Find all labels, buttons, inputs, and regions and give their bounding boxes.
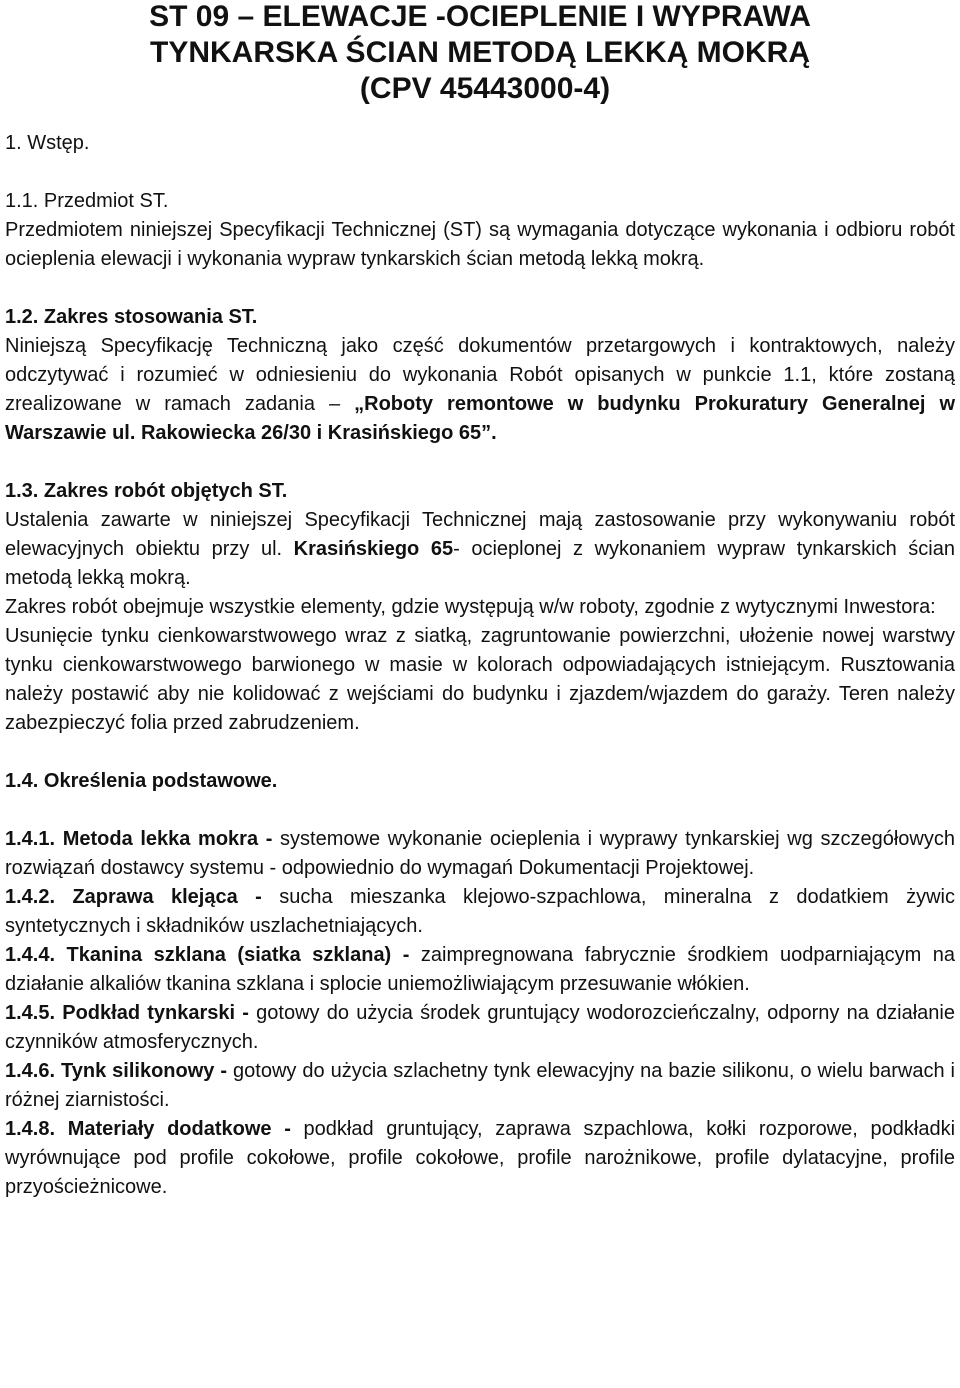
task-name: „Roboty remontowe w budynku Prokuratury Generalnej w Warszawie ul. Rakowiecka 26/30 i Krasińskiego 65”. <box>5 393 955 444</box>
document-title <box>5 0 955 107</box>
section-1-3-text <box>5 506 955 593</box>
definition-text: podkład gruntujący, zaprawa szpachlowa, kołki rozporowe, podkładki wyrównujące pod profile cokołowe, profile cokołowe, profile narożnikowe, profile dylatacyjne, profile przyościeżnicowe. <box>5 1118 956 1198</box>
section-1-3-works: Usunięcie tynku cienkowarstwowego wraz z siatką, zagruntowanie powierzchni, ułożenie nowej warstwy tynku cienkowarstwowego barwionego w masie w kolorach odpowiadających istniejącym. Rusztowania należy postawić aby nie kolidować z wejściami do budynku i zjazdem/wjazdem do garaży. Teren należy zabezpieczyć folia przed zabrudzeniem. <box>5 625 955 734</box>
definition-item <box>5 941 955 999</box>
section-1-2-text-a: Niniejszą Specyfikację Techniczną jako część dokumentów przetargowych i kontraktowych, należy odczytywać i rozumieć w odniesieniu do wykonania Robót opisanych w punkcie 1.1, które zostaną zrealizowane w ramach zadania – <box>5 335 955 415</box>
definition-text: systemowe wykonanie ocieplenia i wyprawy tynkarskiej wg szczegółowych rozwiązań dostawcy systemu - odpowiednio do wymagań Dokumentacji Projektowej. <box>5 828 955 879</box>
definition-term: 1.4.4. Tkanina szklana (siatka szklana) - <box>5 944 410 966</box>
section-1-1-heading: 1.1. Przedmiot ST. <box>5 190 169 212</box>
section-1-2-text <box>5 332 955 448</box>
title-line-1: ST 09 – ELEWACJE -OCIEPLENIE I WYPRAWA <box>149 0 811 33</box>
definition-item <box>5 999 955 1057</box>
title-line-2: TYNKARSKA ŚCIAN METODĄ LEKKĄ MOKRĄ <box>150 36 810 69</box>
document-page <box>5 0 955 1202</box>
definition-term: 1.4.1. Metoda lekka mokra - <box>5 828 273 850</box>
section-1-3-text-b: - ocieplonej z wykonaniem wypraw tynkarskich ścian metodą lekką mokrą. <box>5 538 955 589</box>
definition-term: 1.4.8. Materiały dodatkowe - <box>5 1118 291 1140</box>
definition-term: 1.4.6. Tynk silikonowy - <box>5 1060 228 1082</box>
definition-text: gotowy do użycia szlachetny tynk elewacyjny na bazie silikonu, o wielu barwach i różnej ziarnistości. <box>5 1060 955 1111</box>
section-1-3-text-a: Ustalenia zawarte w niniejszej Specyfikacji Technicznej mają zastosowanie przy wykonywaniu robót elewacyjnych obiektu przy ul. <box>5 509 955 560</box>
definition-term: 1.4.5. Podkład tynkarski - <box>5 1002 249 1024</box>
section-1-3-scope: Zakres robót obejmuje wszystkie elementy, gdzie występują w/w roboty, zgodnie z wytycznymi Inwestora: <box>5 596 936 618</box>
definitions-list <box>5 825 955 1202</box>
title-line-3: (CPV 45443000-4) <box>359 72 611 105</box>
definition-item <box>5 1057 955 1115</box>
definition-text: gotowy do użycia środek gruntujący wodorozcieńczalny, odporny na działanie czynników atmosferycznych. <box>5 1002 955 1053</box>
definition-item <box>5 883 955 941</box>
street-name: Krasińskiego 65 <box>293 538 454 560</box>
section-1-3-heading: 1.3. Zakres robót objętych ST. <box>5 480 288 502</box>
section-1-1-text: Przedmiotem niniejszej Specyfikacji Technicznej (ST) są wymagania dotyczące wykonania i odbioru robót ocieplenia elewacji i wykonania wypraw tynkarskich ścian metodą lekką mokrą. <box>5 219 955 270</box>
definition-item <box>5 825 955 883</box>
definition-item <box>5 1115 955 1202</box>
definition-text: zaimpregnowana fabrycznie środkiem uodparniającym na działanie alkaliów tkanina szklana i splocie uniemożliwiającym przesuwanie włókien. <box>5 944 955 995</box>
definition-term: 1.4.2. Zaprawa klejąca - <box>5 886 262 908</box>
section-1-heading: 1. Wstęp. <box>5 132 90 154</box>
section-1-4-heading: 1.4. Określenia podstawowe. <box>5 770 278 792</box>
section-1-2-heading: 1.2. Zakres stosowania ST. <box>5 306 258 328</box>
definition-text: sucha mieszanka klejowo-szpachlowa, mineralna z dodatkiem żywic syntetycznych i składników uszlachetniających. <box>5 886 955 937</box>
